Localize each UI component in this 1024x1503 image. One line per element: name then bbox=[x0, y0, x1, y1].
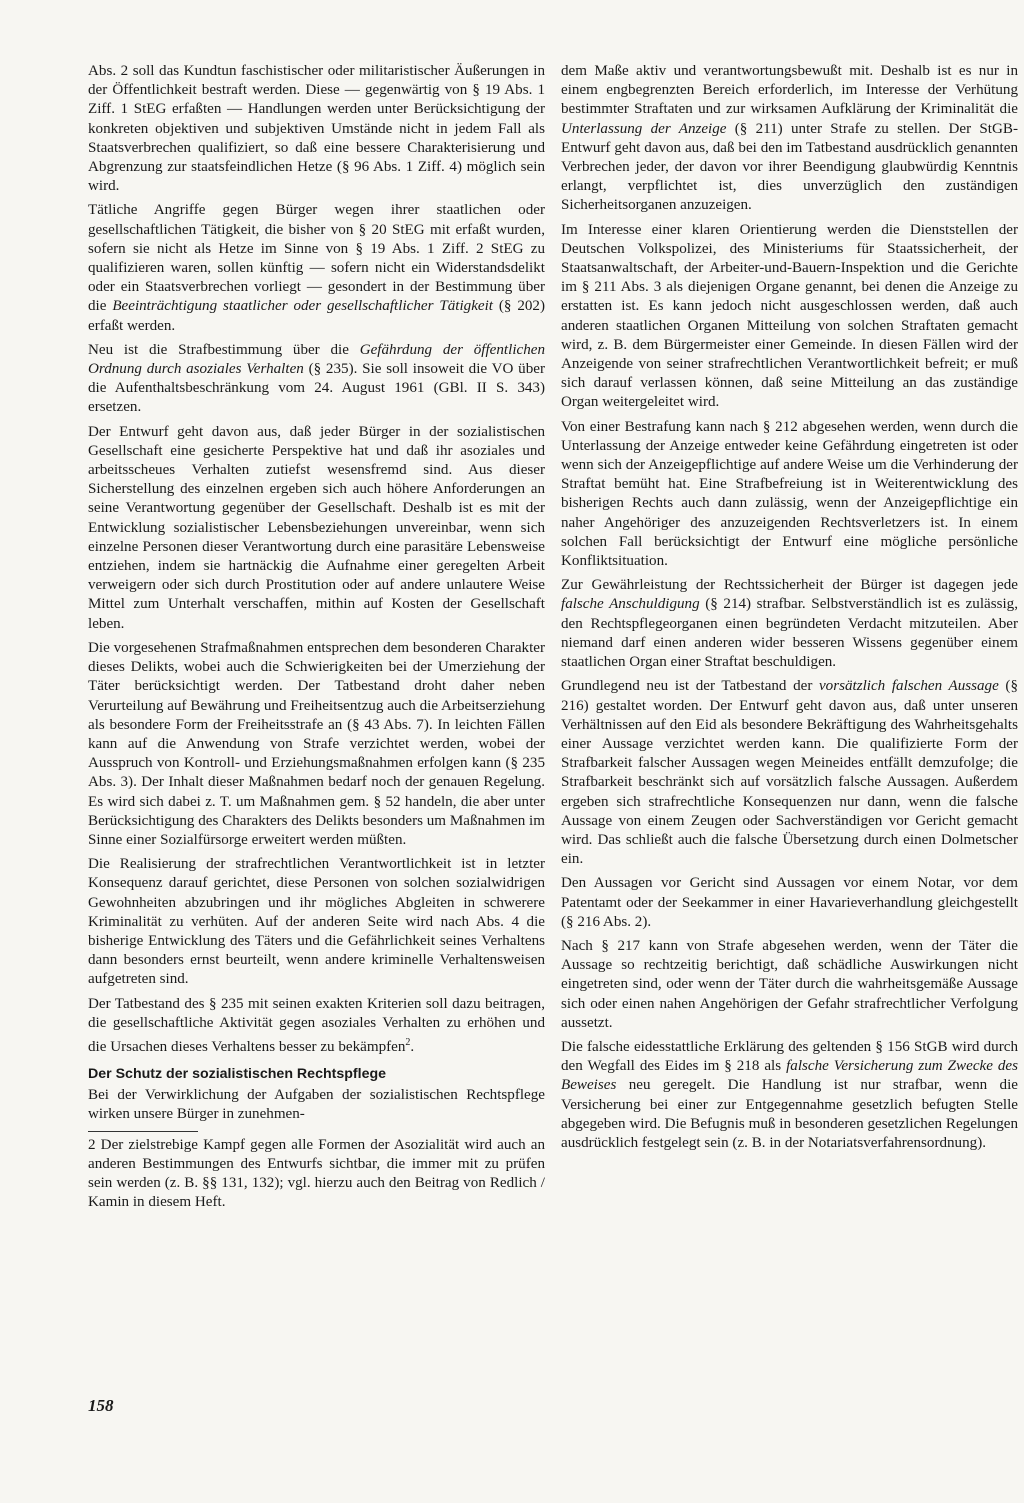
paragraph: Die falsche eidesstattliche Erklärung des geltenden § 156 StGB wird durch den Wegfall des Eides im § 218 als falsche Versicherung zum Zwecke des Beweises neu geregelt. Die Handlung ist nur strafbar, wenn die Versicherung bei einer zur Entgegennahme gesetzlich befugten Stelle abgegeben wird. Die Befugnis muß in besonderen gesetzlichen Regelungen ausdrücklich festgelegt sein (z. B. in der Notariatsverfahrensordnung). bbox=[561, 1038, 1018, 1151]
paragraph: Die vorgesehenen Strafmaßnahmen entsprechen dem besonderen Charakter dieses Delikts, wobei auch die Schwierigkeiten bei der Umerziehung der Täter berücksichtigt werden. Der Tatbestand droht daher neben Verurteilung auf Bewährung und Freiheitsentzug auch die Arbeitserziehung als besondere Form der Freiheitsstrafe an (§ 43 Abs. 7). In leichten Fällen kann auf die Anwendung von Strafe verzichtet werden, wobei der Ausspruch von Kontroll- und Erziehungsmaßnahmen erfolgen kann (§ 235 Abs. 3). Der Inhalt dieser Maßnahmen bedarf noch der genauen Regelung. Es wird sich dabei z. T. um Maßnahmen gem. § 52 handeln, die aber unter Berücksichtigung des Charakters des Delikts besonders um Maßnahmen im Sinne einer Sozialfürsorge erweitert werden müßten. bbox=[88, 639, 545, 848]
paragraph: Nach § 217 kann von Strafe abgesehen werden, wenn der Täter die Aussage so rechtzeitig berichtigt, daß schädliche Auswirkungen nicht eingetreten sind, oder wenn der Täter durch die wahrheitsgemäße Aussage sich oder einen nahen Angehörigen der Gefahr strafrechtlicher Verfolgung aussetzt. bbox=[561, 937, 1018, 1031]
paragraph: Bei der Verwirklichung der Aufgaben der sozialistischen Rechtspflege wirken unsere Bürger in zunehmen- bbox=[88, 1087, 545, 1123]
paragraph: Neu ist die Strafbestimmung über die Gefährdung der öffentlichen Ordnung durch asoziales Verhalten (§ 235). Sie soll insoweit die VO über die Aufenthaltsbeschränkung vom 24. August 1961 (GBl. II S. 343) ersetzen. bbox=[88, 341, 546, 416]
footnote-divider bbox=[88, 1131, 198, 1132]
right-column bbox=[561, 62, 1018, 1158]
page-number: 158 bbox=[88, 1396, 114, 1415]
paragraph: Tätliche Angriffe gegen Bürger wegen ihrer staatlichen oder gesellschaftlichen Tätigkeit, die bisher von § 20 StEG mit erfaßt wurden, sofern sie nicht als Hetze im Sinne von § 19 Abs. 1 Ziff. 2 StEG zu qualifizieren waren, sollen künftig — sofern nicht ein Widerstandsdelikt oder ein Staatsverbrechen vorliegt — gesondert in der Bestimmung über die Beeinträchtigung staatlicher oder gesellschaftlicher Tätigkeit (§ 202) erfaßt werden. bbox=[88, 202, 545, 334]
paragraph: Abs. 2 soll das Kundtun faschistischer oder militaristischer Äußerungen in der Öffentlichkeit bestraft werden. Diese — gegenwärtig von § 19 Abs. 1 Ziff. 1 StEG erfaßten — Handlungen werden unter Berücksichtigung der konkreten objektiven und subjektiven Umstände nicht in jedem Fall als Staatsverbrechen qualifiziert, so daß eine bessere Charakterisierung und Abgrenzung zur staatsfeindlichen Hetze (§ 96 Abs. 1 Ziff. 4) möglich sein wird. bbox=[88, 63, 545, 195]
paragraph: dem Maße aktiv und verantwortungsbewußt mit. Deshalb ist es nur in einem engbegrenzten Bereich erforderlich, im Interesse der Verhütung bestimmter Straftaten und zur wirksamen Aufklärung der Kriminalität die Unterlassung der Anzeige (§ 211) unter Strafe zu stellen. Der StGB-Entwurf geht davon aus, daß bei den im Tatbestand ausdrücklich genannten Verbrechen jeder, der davon vor ihrer Beendigung glaubwürdig Kenntnis erlangt, verpflichtet ist, dies unverzüglich den zuständigen Sicherheitsorganen anzuzeigen. bbox=[561, 63, 1018, 214]
paragraph: Der Tatbestand des § 235 mit seinen exakten Kriterien soll dazu beitragen, die gesellschaftliche Aktivität gegen asoziales Verhalten zu erhöhen und die Ursachen dieses Verhaltens besser zu bekämpfen$^2$. bbox=[88, 995, 545, 1055]
paragraph: Zur Gewährleistung der Rechtssicherheit der Bürger ist dagegen jede falsche Anschuldigung (§ 214) strafbar. Selbstverständlich ist es zulässig, den Rechtspflegeorganen einen begründeten Verdacht mitzuteilen. Aber niemand darf einen anderen wider besseren Wissens gegenüber einem staatlichen Organ einer Straftat beschuldigen. bbox=[561, 577, 1018, 671]
paragraph: Im Interesse einer klaren Orientierung werden die Dienststellen der Deutschen Volkspolizei, des Ministeriums für Staatssicherheit, der Staatsanwaltschaft, der Arbeiter-und-Bauern-Inspektion und die Gerichte im § 211 Abs. 3 als diejenigen Organe genannt, bei denen die Anzeige zu erstatten ist. Es kann jedoch nicht ausgeschlossen werden, daß auch anderen staatlichen Organen Mitteilung von solchen Straftaten gemacht wird, z. B. dem Bürgermeister einer Gemeinde. In diesen Fällen wird der Anzeigende von seiner strafrechtlichen Verantwortlichkeit befreit; er muß sich darauf verlassen können, daß seine Mitteilung an das zuständige Organ weitergeleitet wird. bbox=[561, 221, 1018, 411]
paragraph: Von einer Bestrafung kann nach § 212 abgesehen werden, wenn durch die Unterlassung der Anzeige entweder keine Gefährdung eingetreten ist oder wenn sich der Anzeigepflichtige auf andere Weise um die Verhinderung der Straftat bemüht hat. Eine Strafbefreiung ist in Weiterentwicklung des bisherigen Rechts auch dann zulässig, wenn der Anzeigepflichtige ein naher Angehöriger des anzuzeigenden Rechtsverletzers ist. In einem solchen Fall berücksichtigt der Entwurf eine mögliche persönliche Konfliktsituation. bbox=[561, 418, 1018, 570]
paragraph: Den Aussagen vor Gericht sind Aussagen vor einem Notar, vor dem Patentamt oder der Seekammer in einer Havarieverhandlung gleichgestellt (§ 216 Abs. 2). bbox=[561, 875, 1018, 930]
left-column bbox=[88, 62, 545, 1217]
paragraph: Grundlegend neu ist der Tatbestand der vorsätzlich falschen Aussage (§ 216) gestaltet worden. Der Entwurf geht davon aus, daß unter unseren Verhältnissen auf den Eid als besondere Bekräftigung des Wahrheitsgehalts einer Aussage verzichtet werden kann. Die qualifizierte Form der Strafbarkeit falscher Aussagen wegen Meineides entfällt demzufolge; die Strafbarkeit beschränkt sich auf vorsätzlich falsche Aussagen. Außerdem ergeben sich strafrechtliche Konsequenzen nur dann, wenn die falsche Aussage von einem Zeugen oder Sachverständigen vor Gericht gemacht wird. Das schließt auch die falsche Übersetzung durch einen Dolmetscher ein. bbox=[561, 678, 1018, 868]
paragraph: Der Entwurf geht davon aus, daß jeder Bürger in der sozialistischen Gesellschaft eine gesicherte Perspektive hat und daß ihr asoziales und arbeitsscheues Verhalten zutiefst wesensfremd sind. Aus dieser Sicherstellung des einzelnen ergeben sich auch höhere Anforderungen an seine Verantwortung gegenüber der Gesellschaft. Deshalb ist es mit der Entwicklung sozialistischer Lebensbeziehungen unvereinbar, wenn sich einzelne Personen dieser Verantwortung durch eine parasitäre Lebensweise entziehen, indem sie hartnäckig die Aufnahme einer geregelten Arbeit verweigern oder sich durch Prostitution oder auf andere unlautere Weise Mittel zum Unterhalt verschaffen, mithin auf Kosten der Gesellschaft leben. bbox=[88, 423, 545, 632]
footnote: 2 Der zielstrebige Kampf gegen alle Formen der Asozialität wird auch an anderen Bestimmungen des Entwurfs sichtbar, die immer mit zu prüfen sein werden (z. B. §§ 131, 132); vgl. hierzu auch den Beitrag von Redlich / Kamin in diesem Heft. bbox=[88, 1136, 545, 1211]
paragraph: Die Realisierung der strafrechtlichen Verantwortlichkeit ist in letzter Konsequenz darauf gerichtet, diese Personen von solchen sozialwidrigen Gewohnheiten abzubringen und ihr mögliches Abgleiten in schwerere Kriminalität zu verhüten. Auf der anderen Seite wird nach Abs. 4 die bisherige Entwicklung des Täters und die Gefährlichkeit seines Verhaltens dann besonders ernst beurteilt, wenn andere kriminelle Verhaltensweisen aufgetreten sind. bbox=[88, 856, 545, 988]
section-heading: Der Schutz der sozialistischen Rechtspflege bbox=[88, 1066, 387, 1083]
footnote-marker: 2 bbox=[405, 1036, 411, 1048]
